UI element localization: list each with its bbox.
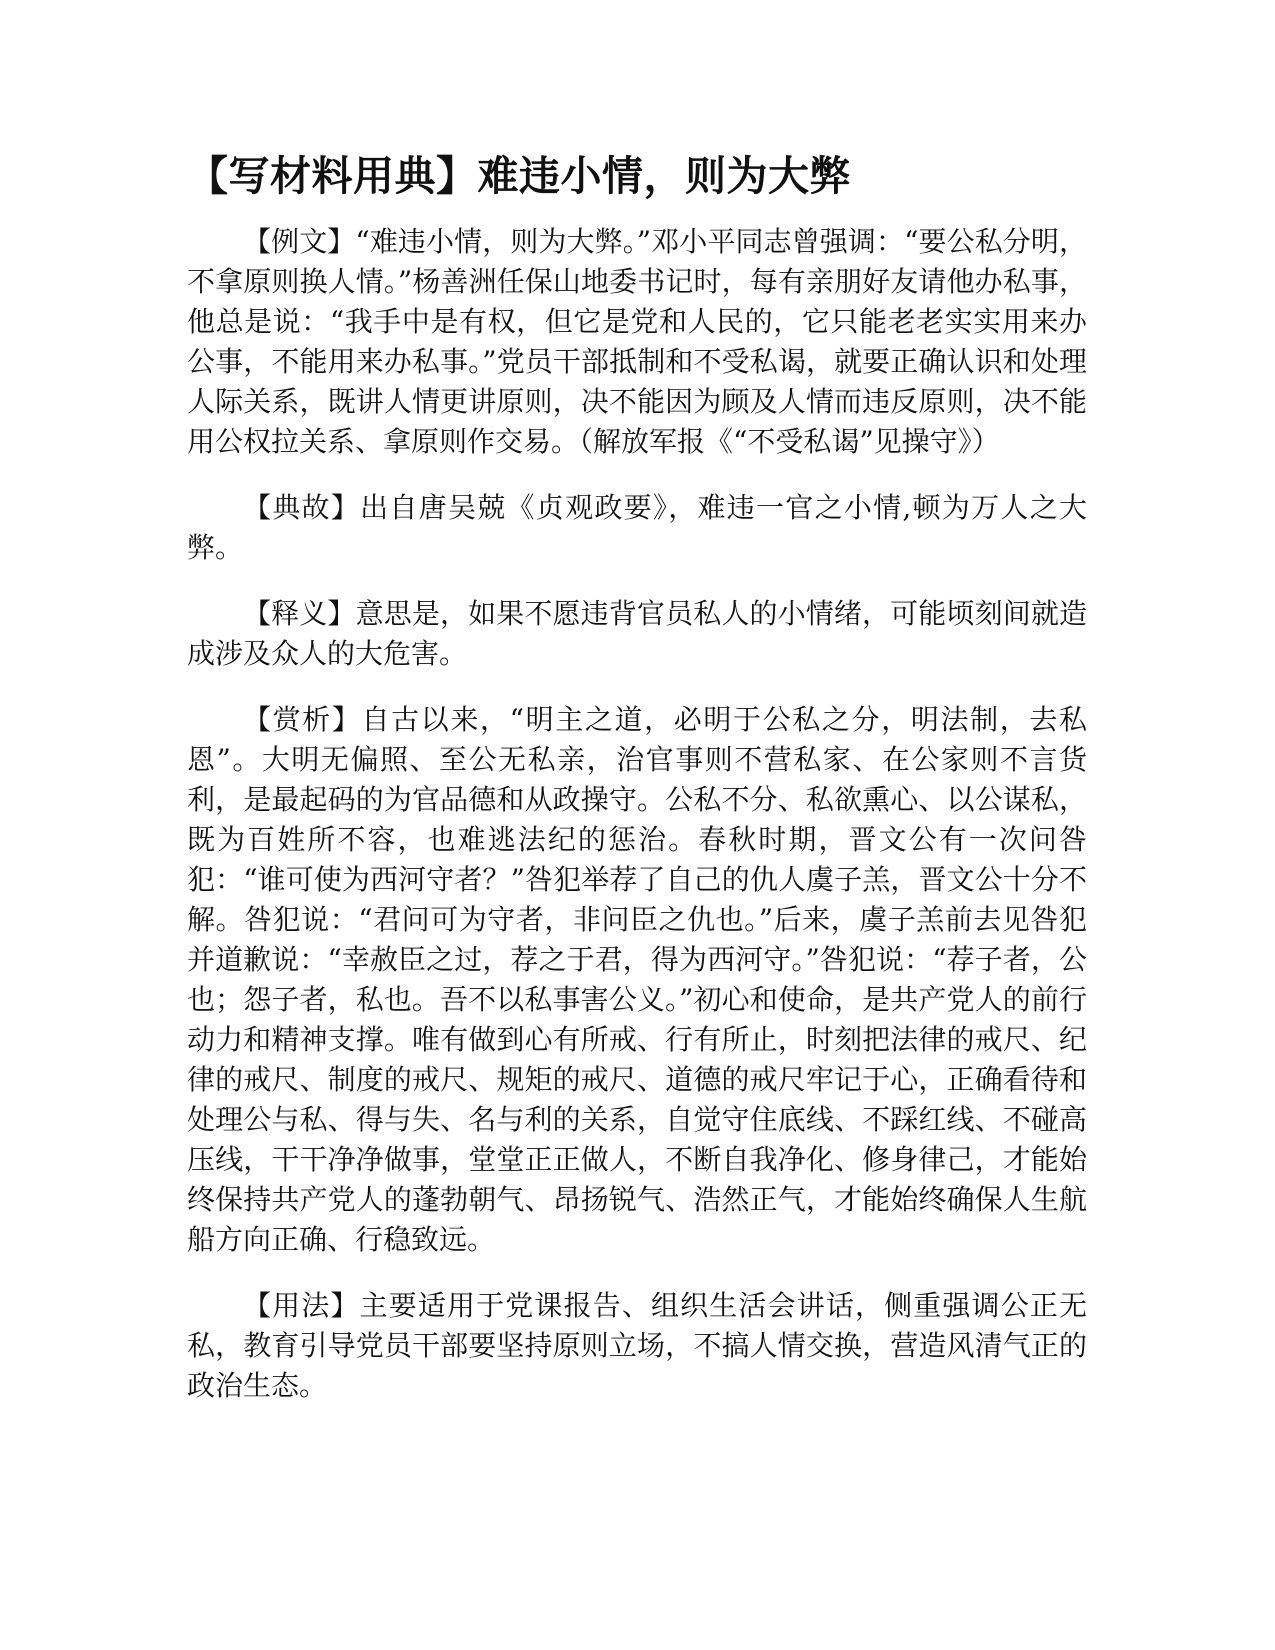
- paragraph-appreciation: [187, 700, 1087, 1260]
- paragraph-tag: 【释义】: [243, 597, 356, 630]
- paragraph-allusion: [187, 488, 1087, 568]
- paragraph-text: “难违小情，则为大弊。”邓小平同志曾强调：“要公私分明，不拿原则换人情。”杨善洲任保山地委书记时，每有亲朋好友请他办私事，他总是说：“我手中是有权，但它是党和人民的，它只能老老实实用来办公事，不能用来办私事。”党员干部抵制和不受私谒，就要正确认识和处理人际关系，既讲人情更讲原则，决不能因为顾及人情而违反原则，决不能用公权拉关系、拿原则作交易。（解放军报《“不受私谒”见操守》）: [187, 225, 1087, 458]
- paragraph-tag: 【典故】: [243, 491, 361, 524]
- paragraph-tag: 【用法】: [243, 1289, 360, 1322]
- document-title: 【写材料用典】难违小情，则为大弊: [187, 152, 851, 200]
- paragraph-meaning: [187, 594, 1087, 674]
- paragraph-text: 自古以来，“明主之道，必明于公私之分，明法制，去私恩”。大明无偏照、至公无私亲，治官事则不营私家、在公家则不言货利，是最起码的为官品德和从政操守。公私不分、私欲熏心、以公谋私，既为百姓所不容，也难逃法纪的惩治。春秋时期，晋文公有一次问咎犯：“谁可使为西河守者？”咎犯举荐了自己的仇人虞子羔，晋文公十分不解。咎犯说：“君问可为守者，非问臣之仇也。”后来，虞子羔前去见咎犯并道歉说：“幸赦臣之过，荐之于君，得为西河守。”咎犯说：“荐子者，公也；怨子者，私也。吾不以私事害公义。”初心和使命，是共产党人的前行动力和精神支撑。唯有做到心有所戒、行有所止，时刻把法律的戒尺、纪律的戒尺、制度的戒尺、规矩的戒尺、道德的戒尺牢记于心，正确看待和处理公与私、得与失、名与利的关系，自觉守住底线、不踩红线、不碰高压线，干干净净做事，堂堂正正做人，不断自我净化、修身律己，才能始终保持共产党人的蓬勃朝气、昂扬锐气、浩然正气，才能始终确保人生航船方向正确、行稳致远。: [187, 703, 1087, 1256]
- paragraph-usage: [187, 1286, 1087, 1406]
- document-body: [187, 222, 1087, 1432]
- paragraph-text: 出自唐吴兢《贞观政要》，难违一官之小情,顿为万人之大弊。: [187, 491, 1087, 564]
- paragraph-tag: 【例文】: [243, 225, 356, 258]
- paragraph-text: 意思是，如果不愿违背官员私人的小情绪，可能顷刻间就造成涉及众人的大危害。: [187, 597, 1087, 670]
- paragraph-text: 主要适用于党课报告、组织生活会讲话，侧重强调公正无私，教育引导党员干部要坚持原则立场，不搞人情交换，营造风清气正的政治生态。: [187, 1289, 1087, 1402]
- paragraph-example: [187, 222, 1087, 462]
- paragraph-tag: 【赏析】: [243, 703, 362, 736]
